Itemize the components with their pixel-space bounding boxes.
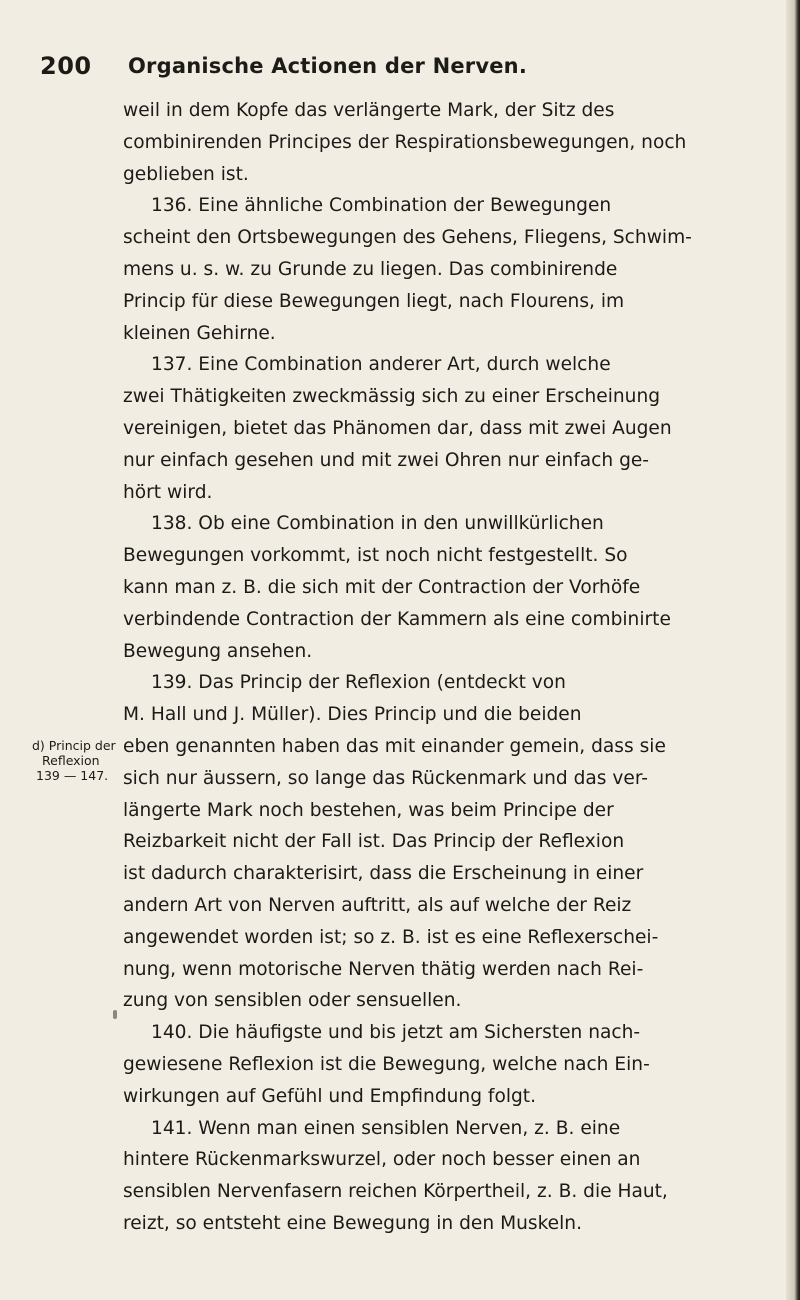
text-line: Princip für diese Bewegungen liegt, nach Flourens, im [123,290,625,312]
text-line: reizt, so entsteht eine Bewegung in den Muskeln. [123,1212,582,1234]
text-line: sich nur äussern, so lange das Rückenmark und das ver- [123,767,649,789]
text-line: Reizbarkeit nicht der Fall ist. Das Princip der Reflexion [123,831,625,853]
text-line: kann man z. B. die sich mit der Contraction der Vorhöfe [123,576,641,598]
text-line: zwei Thätigkeiten zweckmässig sich zu einer Erscheinung [123,386,661,408]
margin-note-line-3: 139 — 147. [36,768,109,783]
text-line: M. Hall und J. Müller). Dies Princip und die beiden [123,704,582,726]
text-line: zung von sensiblen oder sensuellen. [123,990,462,1012]
paragraph-140-start: 140. Die häufigste und bis jetzt am Sichersten nach- [151,1022,641,1044]
print-speck [113,1010,117,1019]
paragraph-139-start: 139. Das Princip der Reflexion (entdeckt von [151,672,566,694]
page-number: 200 [40,52,92,80]
text-line: vereinigen, bietet das Phänomen dar, dass mit zwei Augen [123,417,672,439]
margin-note-line-1: d) Princip der [32,738,116,753]
paragraph-136-start: 136. Eine ähnliche Combination der Bewegungen [151,195,612,217]
text-line: kleinen Gehirne. [123,322,276,344]
text-line: weil in dem Kopfe das verlängerte Mark, der Sitz des [123,100,615,121]
paragraph-141-start: 141. Wenn man einen sensiblen Nerven, z. B. eine [151,1117,621,1139]
running-title: Organische Actionen der Nerven. [128,54,528,78]
text-line: längerte Mark noch bestehen, was beim Principe der [123,799,614,821]
text-line: eben genannten haben das mit einander gemein, dass sie [123,735,666,757]
text-line: hört wird. [123,481,213,503]
text-line: gewiesene Reflexion ist die Bewegung, welche nach Ein- [123,1053,650,1075]
paragraph-137-start: 137. Eine Combination anderer Art, durch welche [151,354,611,376]
text-line: angewendet worden ist; so z. B. ist es eine Reflexerschei- [123,926,659,948]
text-line: wirkungen auf Gefühl und Empfindung folgt. [123,1085,537,1107]
text-line: sensiblen Nervenfasern reichen Körpertheil, z. B. die Haut, [123,1181,668,1203]
margin-note [32,738,120,783]
text-line: geblieben ist. [123,163,249,185]
text-line: ist dadurch charakterisirt, dass die Erscheinung in einer [123,863,644,885]
text-line: mens u. s. w. zu Grunde zu liegen. Das combinirende [123,258,618,280]
text-line: andern Art von Nerven auftritt, als auf welche der Reiz [123,894,632,916]
page-header [40,50,740,90]
text-line: hintere Rückenmarkswurzel, oder noch besser einen an [123,1149,641,1171]
body-text [123,95,735,1240]
text-line: verbindende Contraction der Kammern als eine combinirte [123,608,671,630]
text-line: Bewegung ansehen. [123,640,313,662]
text-line: nur einfach gesehen und mit zwei Ohren nur einfach ge- [123,449,650,471]
paragraph-138-start: 138. Ob eine Combination in den unwillkürlichen [151,513,604,535]
page-edge-shadow [786,0,800,1300]
text-line: nung, wenn motorische Nerven thätig werden nach Rei- [123,958,644,980]
text-line: scheint den Ortsbewegungen des Gehens, Fliegens, Schwim- [123,227,692,249]
text-line: Bewegungen vorkommt, ist noch nicht festgestellt. So [123,545,628,567]
text-line: combinirenden Principes der Respirationsbewegungen, noch [123,131,687,153]
margin-note-line-2: Reflexion [42,753,100,768]
